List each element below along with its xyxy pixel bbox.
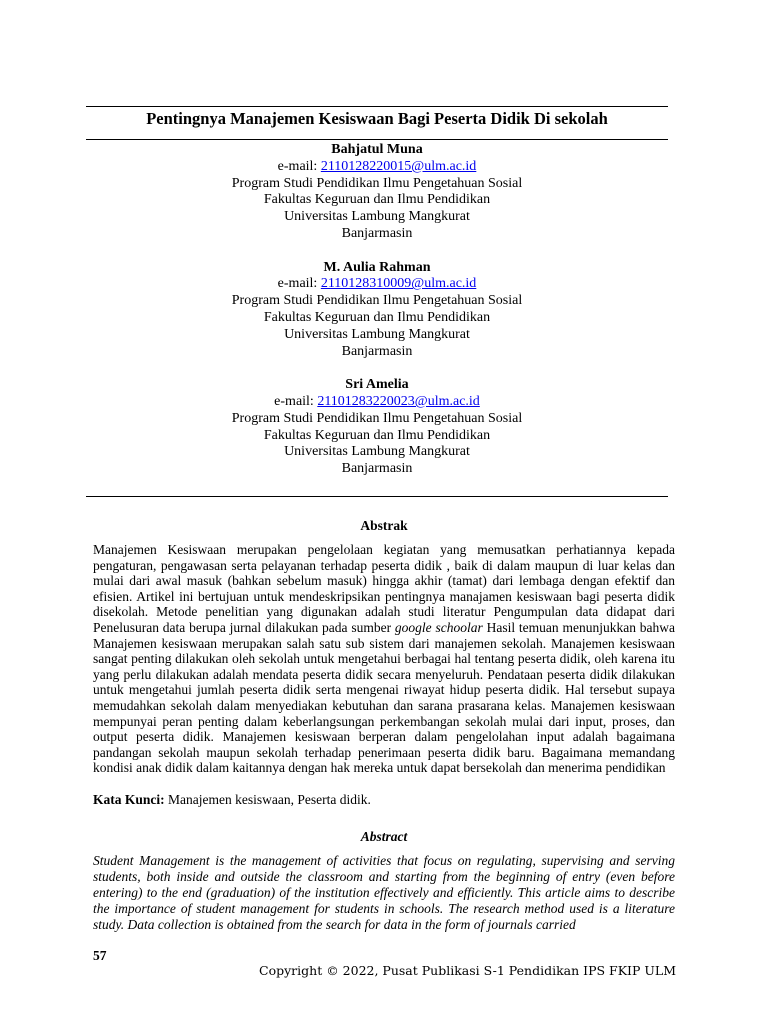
- author-program: Program Studi Pendidikan Ilmu Pengetahuan Sosial: [231, 175, 523, 191]
- author-name: Sri Amelia: [345, 377, 409, 393]
- abstract-heading-text: Abstract: [360, 829, 408, 844]
- author-university: Universitas Lambung Mangkurat: [284, 444, 470, 460]
- email-label: e-mail:: [274, 393, 318, 409]
- author-email-link[interactable]: 2110128220015@ulm.ac.id: [320, 158, 477, 174]
- abstract-heading: [93, 829, 675, 845]
- author-faculty: Fakultas Keguruan dan Ilmu Pendidikan: [263, 309, 491, 325]
- keywords-line: [93, 792, 675, 808]
- abstract-text: Student Management is the management of activities that focus on regulating, supervising and serving students, both inside and outside the classroom and starting from the beginning of entry (even before entering) to the end (graduation) of the institution effectively and efficiently. This article aims to describe the importance of student management for students in schools. The research method used is a literature study. Data collection is obtained from the search for data in the form of journals carried: [93, 853, 675, 932]
- article-title: Pentingnya Manajemen Kesiswaan Bagi Peserta Didik Di sekolah: [146, 109, 608, 128]
- author-city: Banjarmasin: [341, 225, 413, 241]
- keywords-value: Manajemen kesiswaan, Peserta didik.: [164, 792, 371, 807]
- author-program: Program Studi Pendidikan Ilmu Pengetahuan Sosial: [231, 293, 523, 309]
- author-email-line: [86, 159, 668, 176]
- author-faculty: Fakultas Keguruan dan Ilmu Pendidikan: [263, 192, 491, 208]
- authors-rule: [86, 496, 668, 497]
- author-email-line: [86, 394, 668, 411]
- author-entry: [86, 377, 668, 478]
- authors-block: [86, 142, 668, 478]
- abstrak-text: [93, 542, 675, 776]
- top-rule: [86, 106, 668, 107]
- author-program: Program Studi Pendidikan Ilmu Pengetahuan Sosial: [231, 410, 523, 426]
- author-university: Universitas Lambung Mangkurat: [284, 326, 470, 342]
- author-email-link[interactable]: 21101283220023@ulm.ac.id: [317, 393, 480, 409]
- author-email-line: [86, 276, 668, 293]
- abstrak-heading: Abstrak: [360, 518, 408, 533]
- email-label: e-mail:: [277, 158, 321, 174]
- author-city: Banjarmasin: [341, 343, 413, 359]
- author-name: M. Aulia Rahman: [323, 259, 431, 275]
- author-university: Universitas Lambung Mangkurat: [284, 209, 470, 225]
- copyright-notice: Copyright © 2022, Pusat Publikasi S-1 Pendidikan IPS FKIP ULM: [259, 963, 676, 978]
- email-label: e-mail:: [277, 276, 321, 292]
- keywords-label: Kata Kunci:: [93, 792, 165, 807]
- author-city: Banjarmasin: [341, 461, 413, 477]
- author-entry: [86, 142, 668, 243]
- page-number: 57: [93, 948, 107, 963]
- author-entry: [86, 260, 668, 361]
- author-email-link[interactable]: 2110128310009@ulm.ac.id: [320, 276, 477, 292]
- abstrak-text-part: Manajemen Kesiswaan merupakan pengelolaan kegiatan yang memusatkan perhatiannya kepada pengaturan, pengawasan serta pelayanan terhadap peserta didik , baik di dalam maupun di luar kelas dan mulai dari awal masuk (bahkan sebelum masuk) hingga akhir (tamat) dari lembaga dengan efektif dan efisien. Artikel ini bertujuan untuk mendeskripsikan pentingnya manajamen kesiswaan bagi peserta didik disekolah. Metode penelitian yang digunakan adalah studi literatur Pengumpulan data didapat dari Penelusuran data berupa jurnal dilakukan pada sumber: [93, 542, 675, 635]
- author-name: Bahjatul Muna: [331, 142, 423, 157]
- abstrak-text-part: Hasil temuan menunjukkan bahwa Manajemen kesiswaan merupakan salah satu sub sistem dari manajemen sekolah. Manajemen kesiswaan sangat penting dilakukan oleh sekolah untuk mengetahui berbagai hal tentang peserta didik, oleh karena itu yang perlu dilakukan adalah mendata peserta didik secara menyeluruh. Pendataan peserta didik dilakukan untuk mengetahui jumlah peserta didik serta mengenai riwayat hidup peserta didik. Hal tersebut supaya memudahkan sekolah dalam menyediakan kebutuhan dan sarana prasarana kelas. Manajemen kesiswaan mempunyai peran penting dalam keberlangsungan perkembangan sekolah mulai dari input, proses, dan output peserta didik. Manajemen kesiswaan berperan dalam pengelolahan input adalah bagaimana pandangan sekolah maupun sekolah terhadap penerimaan peserta didik baru. Bagaimana memandang kondisi anak didik dalam kaitannya dengan hak mereka untuk dapat bersekolah dan menerima pendidikan: [93, 619, 675, 776]
- title-rule: [86, 139, 668, 140]
- author-faculty: Fakultas Keguruan dan Ilmu Pendidikan: [263, 427, 491, 443]
- abstrak-italic-term: google schoolar: [394, 619, 483, 635]
